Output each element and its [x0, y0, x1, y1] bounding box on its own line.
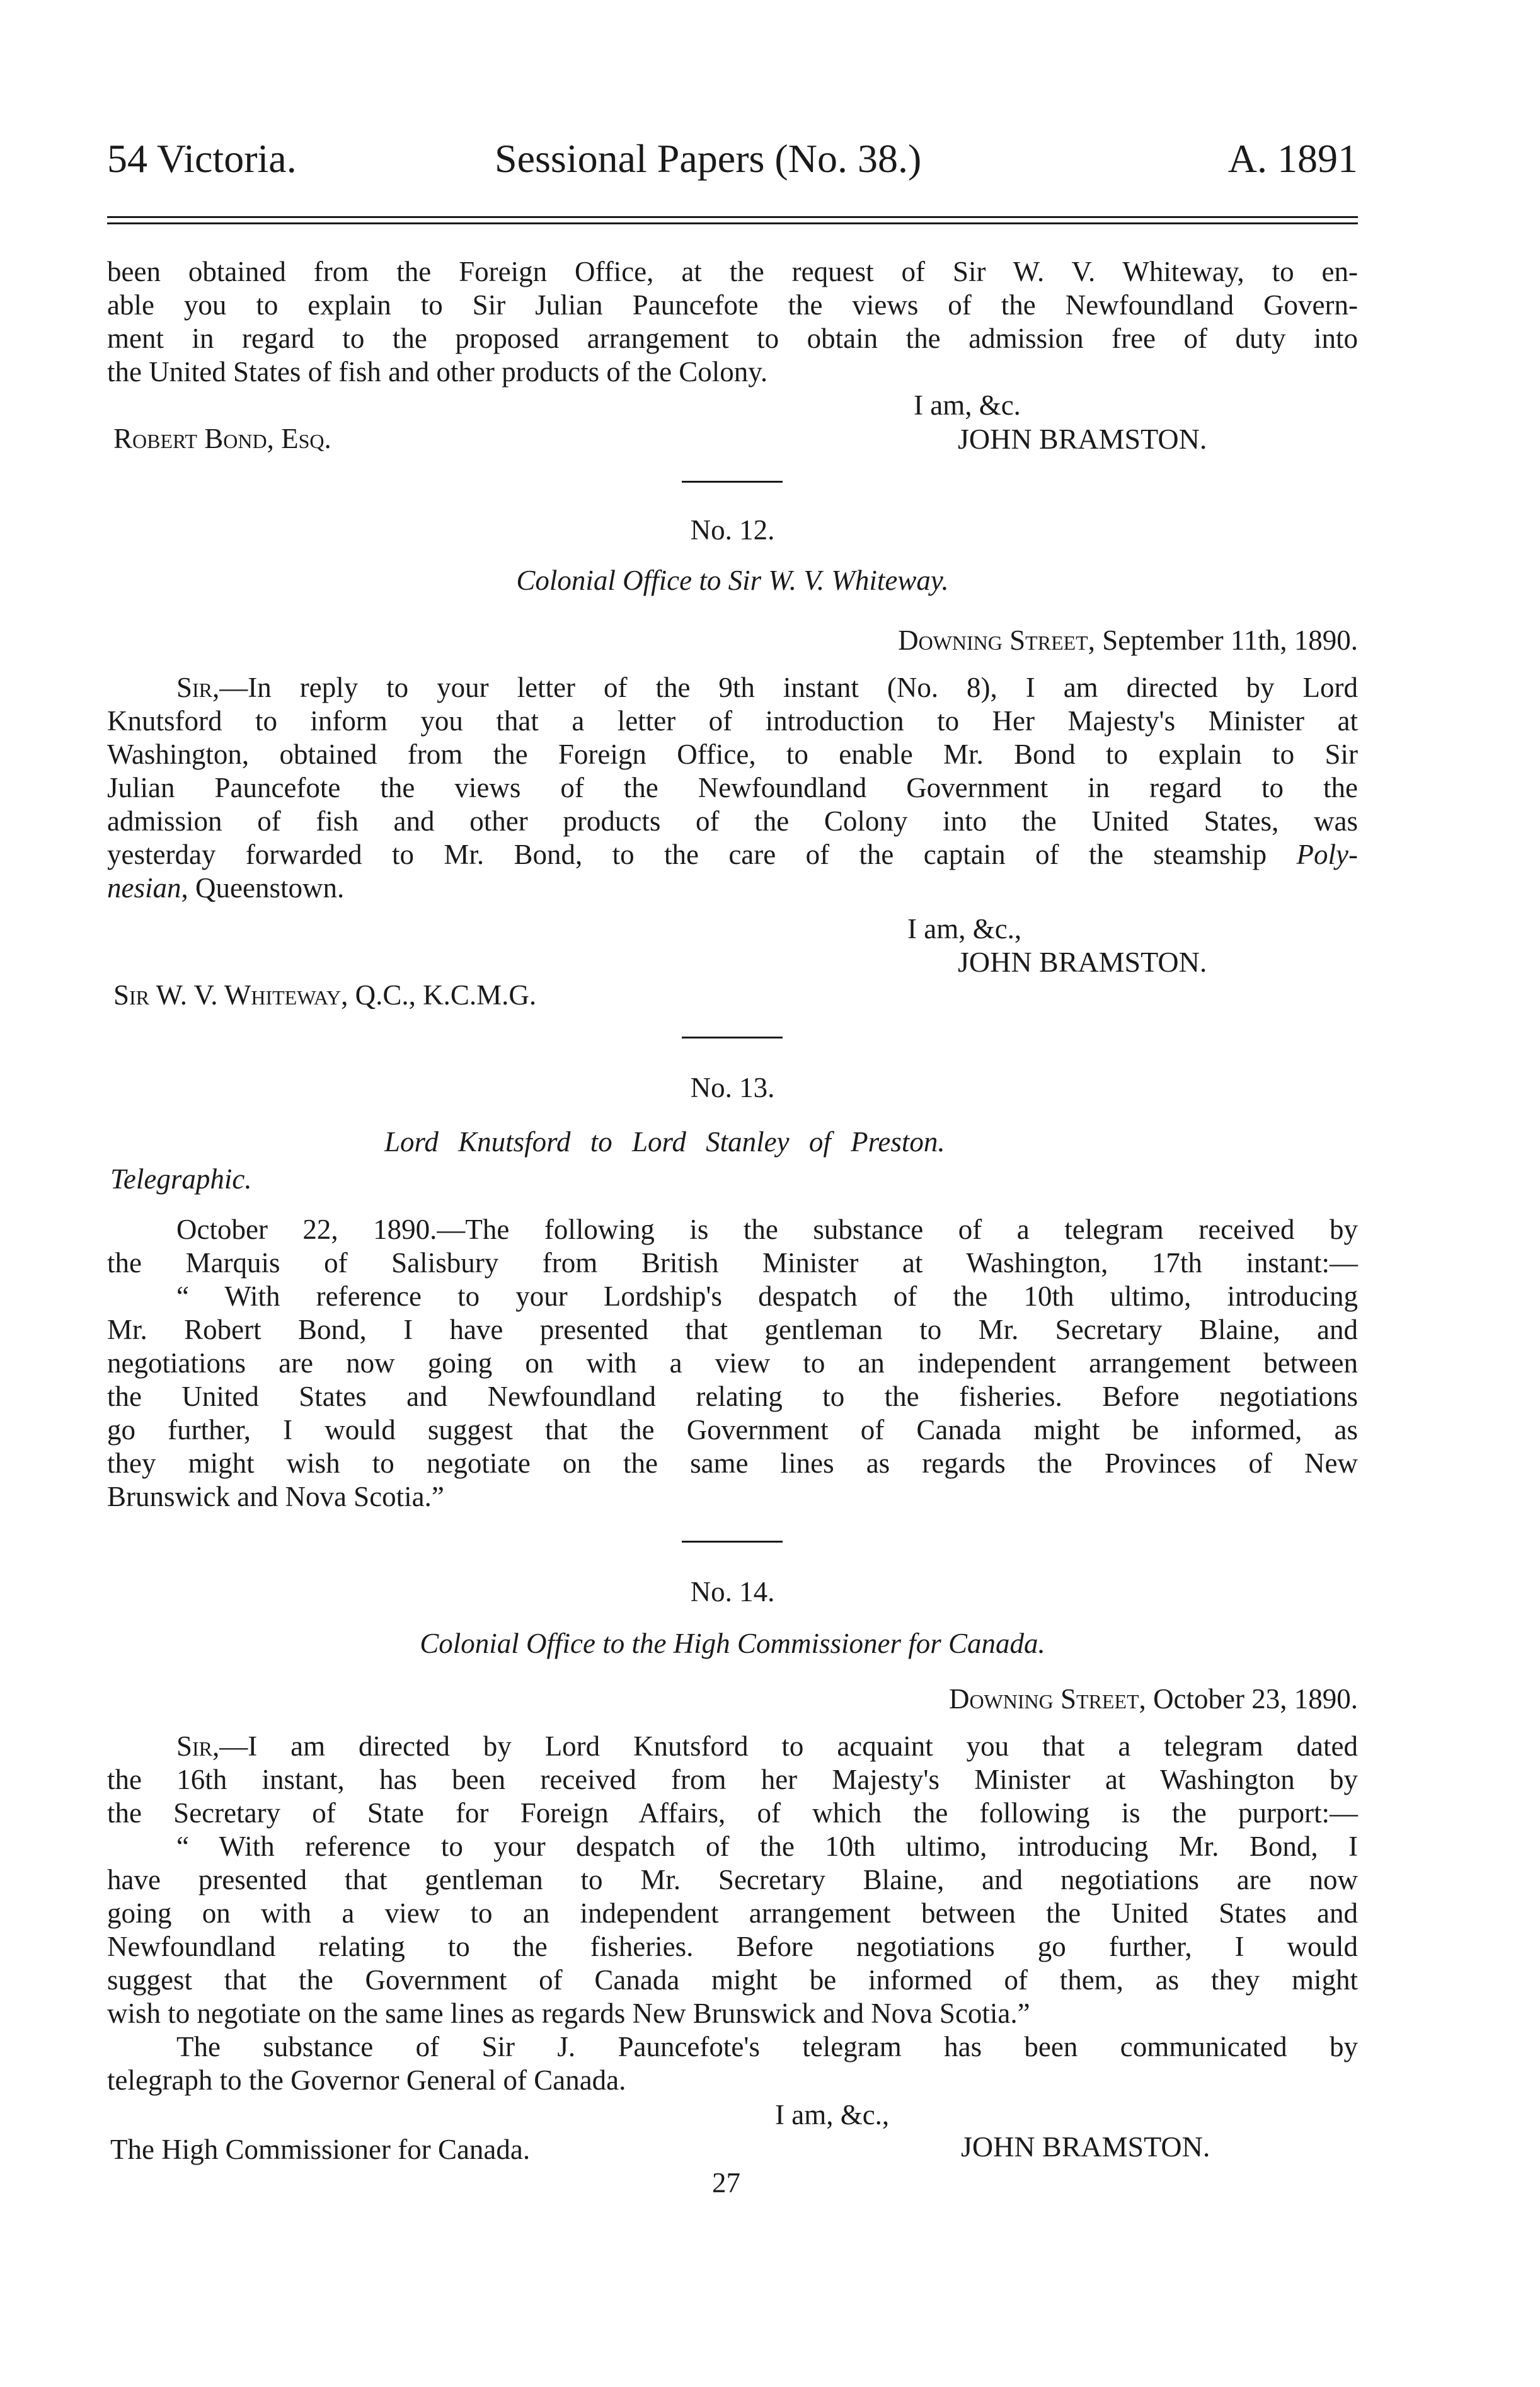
no12-body: [107, 671, 1358, 905]
text-line: the Marquis of Salisbury from British Minister at Washington, 17th instant:—: [107, 1247, 1358, 1279]
letter-11-signature: JOHN BRAMSTON.: [958, 423, 1207, 455]
text-line: they might wish to negotiate on the same lines as regards the Provinces of New: [107, 1447, 1358, 1479]
text-line: Julian Pauncefote the views of the Newfoundland Government in regard to the: [107, 772, 1358, 803]
text-line: negotiations are now going on with a view to an independent arrangement between: [107, 1347, 1358, 1379]
text-line: Newfoundland relating to the fisheries. Before negotiations go further, I would: [107, 1931, 1358, 1962]
no12-place: Downing Street,: [898, 624, 1095, 656]
text-line: have presented that gentleman to Mr. Secretary Blaine, and negotiations are now: [107, 1864, 1358, 1895]
no14-place: Downing Street,: [948, 1683, 1146, 1715]
no12-line-6: yesterday forwarded to Mr. Bond, to the care of the captain of the steamship: [107, 839, 1267, 870]
no12-date: September 11th, 1890.: [1102, 624, 1358, 656]
no14-date: October 23, 1890.: [1153, 1683, 1358, 1715]
running-header: [107, 135, 1358, 186]
no14-closing: I am, &c.,: [775, 2099, 890, 2131]
no13-type: Telegraphic.: [110, 1163, 252, 1195]
text-line: [107, 838, 1358, 871]
text-line: Brunswick and Nova Scotia.”: [107, 1481, 444, 1512]
text-line: October 22, 1890.—The following is the substance of a telegram received by: [176, 1214, 1358, 1245]
text-line: going on with a view to an independent arrangement between the United States and: [107, 1897, 1358, 1929]
no13-heading-to: to Lord Stanley of Preston.: [590, 1126, 945, 1158]
text-line: been obtained from the Foreign Office, at the request of Sir W. V. Whiteway, to en-: [107, 256, 1358, 287]
no12-line-1: —In reply to your letter of the 9th instant (No. 8), I am directed by Lord: [219, 672, 1358, 703]
text-line: the United States and Newfoundland relating to the fisheries. Before negotiations: [107, 1381, 1358, 1412]
letter-11-closing: I am, &c.: [914, 389, 1021, 421]
no14-addressee: The High Commissioner for Canada.: [110, 2134, 531, 2165]
no12-number: No. 12.: [690, 514, 775, 546]
text-line: the Secretary of State for Foreign Affairs, of which the following is the purport:—: [107, 1797, 1358, 1829]
header-rule-bottom: [107, 222, 1358, 224]
header-rule-top: [107, 216, 1358, 218]
no14-signature: JOHN BRAMSTON.: [961, 2131, 1210, 2163]
no12-salutation: Sir,: [176, 672, 220, 703]
no14-body: [107, 1730, 1358, 2097]
no14-number: No. 14.: [690, 1576, 775, 1608]
text-line: able you to explain to Sir Julian Pauncefote the views of the Newfoundland Govern-: [107, 289, 1358, 321]
text-line: suggest that the Government of Canada might be informed of them, as they might: [107, 1964, 1358, 1996]
no13-number: No. 13.: [690, 1072, 775, 1103]
text-line: “ With reference to your despatch of the 10th ultimo, introducing Mr. Bond, I: [176, 1831, 1358, 1862]
text-line: [107, 871, 1358, 905]
document-page: [107, 0, 1358, 2387]
header-session: 54 Victoria.: [107, 136, 297, 181]
page-number: 27: [712, 2167, 740, 2199]
text-line: the 16th instant, has been received from her Majesty's Minister at Washington by: [107, 1764, 1358, 1795]
no12-signature: JOHN BRAMSTON.: [958, 946, 1207, 978]
no14-dateline: [949, 1682, 1358, 1716]
text-line: Mr. Robert Bond, I have presented that gentleman to Mr. Secretary Blaine, and: [107, 1314, 1358, 1345]
text-line: the United States of fish and other products of the Colony.: [107, 356, 768, 388]
no12-ship-a: Poly-: [1296, 839, 1358, 870]
no12-closing: I am, &c.,: [907, 913, 1022, 945]
letter-11-addressee: Robert Bond, Esq.: [113, 423, 331, 454]
text-line: [107, 1730, 1358, 1763]
no13-heading-from: Lord Knutsford: [384, 1126, 571, 1158]
no13-body: [107, 1213, 1358, 1514]
no14-salutation: Sir,: [176, 1730, 220, 1762]
text-line: Knutsford to inform you that a letter of introduction to Her Majesty's Minister at: [107, 705, 1358, 737]
section-divider: [682, 1541, 783, 1543]
header-year: A. 1891: [1227, 136, 1358, 181]
no12-line-end: , Queenstown.: [181, 872, 345, 904]
no12-addressee: Sir W. V. Whiteway, Q.C., K.C.M.G.: [113, 979, 537, 1011]
no13-heading: [384, 1125, 945, 1159]
text-line: Washington, obtained from the Foreign Office, to enable Mr. Bond to explain to Sir: [107, 739, 1358, 770]
no14-line-1: —I am directed by Lord Knutsford to acquaint you that a telegram dated: [219, 1730, 1358, 1762]
section-divider: [682, 1037, 783, 1038]
no14-heading: Colonial Office to the High Commissioner for Canada.: [420, 1628, 1045, 1659]
no12-heading: Colonial Office to Sir W. V. Whiteway.: [516, 565, 949, 596]
text-line: [107, 671, 1358, 705]
text-line: “ With reference to your Lordship's despatch of the 10th ultimo, introducing: [176, 1280, 1358, 1312]
letter-11-body: [107, 255, 1358, 389]
text-line: wish to negotiate on the same lines as regards New Brunswick and Nova Scotia.”: [107, 1998, 1030, 2029]
text-line: The substance of Sir J. Pauncefote's telegram has been communicated by: [176, 2031, 1358, 2062]
text-line: go further, I would suggest that the Government of Canada might be informed, as: [107, 1414, 1358, 1446]
no12-ship-b: nesian: [107, 872, 181, 904]
header-title: Sessional Papers (No. 38.): [495, 136, 922, 181]
section-divider: [682, 481, 783, 483]
text-line: telegraph to the Governor General of Canada.: [107, 2064, 626, 2096]
no12-dateline: [898, 624, 1358, 657]
text-line: admission of fish and other products of the Colony into the United States, was: [107, 805, 1358, 837]
text-line: ment in regard to the proposed arrangement to obtain the admission free of duty into: [107, 323, 1358, 354]
